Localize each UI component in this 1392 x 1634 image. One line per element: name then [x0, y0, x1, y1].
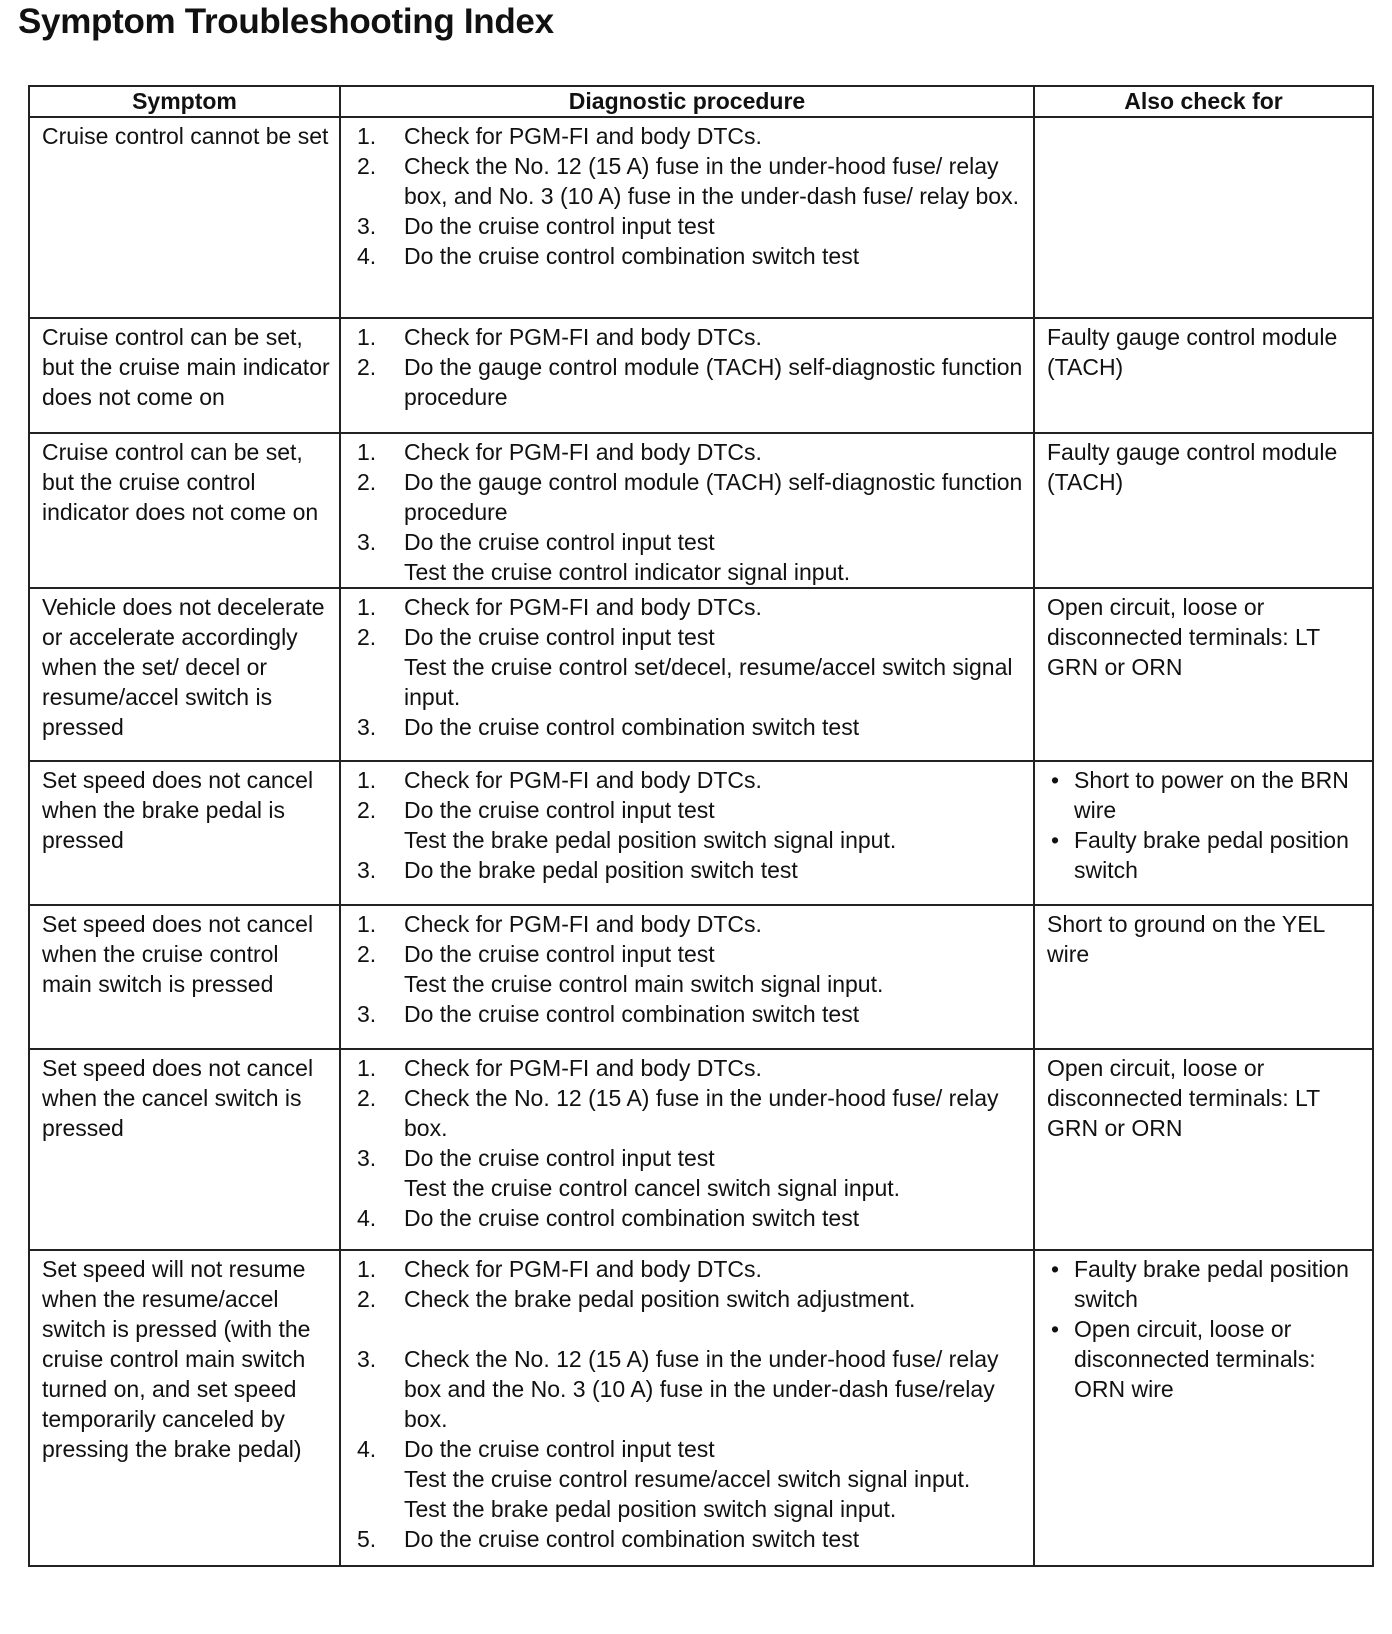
- procedure-step: [357, 1143, 1027, 1173]
- step-text: Check the No. 12 (15 A) fuse in the under-hood fuse/ relay box, and No. 3 (10 A) fuse in the under-dash fuse/ relay box.: [404, 153, 1019, 209]
- step-text: Do the cruise control input test: [404, 1436, 715, 1462]
- step-text: Do the cruise control combination switch test: [404, 1205, 860, 1231]
- procedure-step: [357, 939, 1027, 969]
- also-check-list: [1047, 1254, 1366, 1404]
- table-row: [29, 905, 1373, 1049]
- step-spacer: [357, 1314, 1027, 1344]
- bullet-icon: •: [1051, 1256, 1060, 1282]
- step-text: Do the cruise control combination switch test: [404, 1001, 860, 1027]
- also-check-item: [1047, 1254, 1366, 1314]
- symptom-cell: Cruise control cannot be set: [29, 117, 340, 318]
- step-subtext: Test the cruise control resume/accel switch signal input.: [404, 1466, 971, 1492]
- step-subtext: Test the cruise control main switch signal input.: [404, 971, 884, 997]
- procedure-step: [357, 437, 1027, 467]
- also-check-item: [1047, 825, 1366, 885]
- step-text: Do the gauge control module (TACH) self-diagnostic function procedure: [404, 354, 1023, 410]
- procedure-step: [357, 1344, 1027, 1434]
- symptom-cell: Set speed does not cancel when the cancel switch is pressed: [29, 1049, 340, 1250]
- procedure-step: [357, 1434, 1027, 1464]
- step-text: Check for PGM-FI and body DTCs.: [404, 123, 762, 149]
- table-row: [29, 433, 1373, 588]
- symptom-cell: Set speed will not resume when the resume/accel switch is pressed (with the cruise control main switch turned on, and set speed temporarily canceled by pressing the brake pedal): [29, 1250, 340, 1566]
- procedure-step: [357, 1083, 1027, 1143]
- procedure-step: [357, 1203, 1027, 1233]
- procedure-cell: [340, 318, 1034, 433]
- also-check-text: Faulty brake pedal position switch: [1074, 1256, 1349, 1312]
- step-number: 2.: [357, 1286, 377, 1312]
- step-number: 4.: [357, 243, 377, 269]
- procedure-step: [357, 1053, 1027, 1083]
- procedure-step: [357, 712, 1027, 742]
- bullet-icon: •: [1051, 1316, 1060, 1342]
- step-number: 1.: [357, 324, 377, 350]
- also-check-text: Faulty brake pedal position switch: [1074, 827, 1349, 883]
- also-check-text: Short to power on the BRN wire: [1074, 767, 1349, 823]
- step-number: 3.: [357, 1145, 377, 1171]
- step-text: Check for PGM-FI and body DTCs.: [404, 1055, 762, 1081]
- procedure-step: [357, 467, 1027, 527]
- also-check-list: [1047, 765, 1366, 885]
- procedure-step: [357, 765, 1027, 795]
- step-text: Check for PGM-FI and body DTCs.: [404, 439, 762, 465]
- step-text: Do the cruise control input test: [404, 797, 715, 823]
- procedure-step: [357, 1284, 1027, 1314]
- step-text: Do the cruise control input test: [404, 941, 715, 967]
- step-number: 1.: [357, 911, 377, 937]
- step-number: 3.: [357, 857, 377, 883]
- bullet-icon: •: [1051, 827, 1060, 853]
- symptom-cell: Set speed does not cancel when the brake pedal is pressed: [29, 761, 340, 905]
- step-number: 3.: [357, 213, 377, 239]
- symptom-cell: Set speed does not cancel when the cruise control main switch is pressed: [29, 905, 340, 1049]
- also-check-cell: Short to ground on the YEL wire: [1034, 905, 1373, 1049]
- step-number: 4.: [357, 1436, 377, 1462]
- procedure-step: [357, 527, 1027, 557]
- step-text: Do the cruise control combination switch test: [404, 243, 860, 269]
- procedure-step: [357, 211, 1027, 241]
- step-text: Do the gauge control module (TACH) self-diagnostic function procedure: [404, 469, 1023, 525]
- procedure-step: [357, 322, 1027, 352]
- also-check-cell: [1034, 761, 1373, 905]
- step-text: Do the cruise control combination switch test: [404, 1526, 860, 1552]
- procedure-step: [357, 151, 1027, 211]
- procedure-cell: [340, 761, 1034, 905]
- step-number: 2.: [357, 624, 377, 650]
- page-title: Symptom Troubleshooting Index: [18, 2, 554, 41]
- procedure-step: [357, 999, 1027, 1029]
- step-text: Do the cruise control input test: [404, 213, 715, 239]
- procedure-cell: [340, 433, 1034, 588]
- step-subtext: Test the cruise control cancel switch signal input.: [404, 1175, 901, 1201]
- procedure-step: [357, 909, 1027, 939]
- step-number: 3.: [357, 1346, 377, 1372]
- procedure-step: [357, 592, 1027, 622]
- also-header: Also check for: [1034, 86, 1373, 117]
- step-text: Do the cruise control input test: [404, 1145, 715, 1171]
- step-number: 3.: [357, 529, 377, 555]
- symptom-cell: Cruise control can be set, but the cruise main indicator does not come on: [29, 318, 340, 433]
- also-check-text: Open circuit, loose or disconnected terminals: ORN wire: [1074, 1316, 1316, 1402]
- table-row: [29, 588, 1373, 761]
- step-text: Check for PGM-FI and body DTCs.: [404, 594, 762, 620]
- header-row: [29, 86, 1373, 117]
- symptom-header: Symptom: [29, 86, 340, 117]
- step-number: 1.: [357, 123, 377, 149]
- table-row: [29, 1250, 1373, 1566]
- step-number: 2.: [357, 469, 377, 495]
- also-check-item: [1047, 765, 1366, 825]
- step-number: 5.: [357, 1526, 377, 1552]
- symptom-cell: Cruise control can be set, but the cruise control indicator does not come on: [29, 433, 340, 588]
- troubleshooting-table: [28, 85, 1374, 1567]
- procedure-step: [357, 1524, 1027, 1554]
- bullet-icon: •: [1051, 767, 1060, 793]
- procedure-step: [357, 855, 1027, 885]
- also-check-item: [1047, 1314, 1366, 1404]
- procedure-step: [357, 795, 1027, 825]
- procedure-cell: [340, 1250, 1034, 1566]
- step-text: Check the No. 12 (15 A) fuse in the under-hood fuse/ relay box and the No. 3 (10 A) fuse in the under-dash fuse/relay box.: [404, 1346, 999, 1432]
- step-text: Do the brake pedal position switch test: [404, 857, 798, 883]
- procedure-header: Diagnostic procedure: [340, 86, 1034, 117]
- step-number: 2.: [357, 797, 377, 823]
- step-subtext: Test the cruise control set/decel, resume/accel switch signal input.: [404, 654, 1013, 710]
- step-number: 1.: [357, 594, 377, 620]
- step-number: 1.: [357, 1256, 377, 1282]
- step-text: Do the cruise control combination switch test: [404, 714, 860, 740]
- step-text: Do the cruise control input test: [404, 529, 715, 555]
- symptom-cell: Vehicle does not decelerate or accelerate accordingly when the set/ decel or resume/accel switch is pressed: [29, 588, 340, 761]
- table-row: [29, 1049, 1373, 1250]
- procedure-step: [357, 1254, 1027, 1284]
- procedure-step: [357, 121, 1027, 151]
- procedure-cell: [340, 117, 1034, 318]
- procedure-cell: [340, 1049, 1034, 1250]
- procedure-cell: [340, 905, 1034, 1049]
- step-number: 2.: [357, 153, 377, 179]
- table-row: [29, 761, 1373, 905]
- step-number: 4.: [357, 1205, 377, 1231]
- step-subtext: Test the brake pedal position switch signal input.: [404, 827, 897, 853]
- table-row: [29, 318, 1373, 433]
- step-number: 1.: [357, 439, 377, 465]
- step-number: 1.: [357, 767, 377, 793]
- step-text: Do the cruise control input test: [404, 624, 715, 650]
- step-text: Check for PGM-FI and body DTCs.: [404, 1256, 762, 1282]
- procedure-step: [357, 241, 1027, 271]
- step-number: 2.: [357, 1085, 377, 1111]
- step-number: 2.: [357, 941, 377, 967]
- also-check-cell: Faulty gauge control module (TACH): [1034, 433, 1373, 588]
- step-subtext: Test the brake pedal position switch signal input.: [404, 1496, 897, 1522]
- step-text: Check for PGM-FI and body DTCs.: [404, 911, 762, 937]
- step-text: Check for PGM-FI and body DTCs.: [404, 324, 762, 350]
- procedure-step: [357, 622, 1027, 652]
- step-text: Check the No. 12 (15 A) fuse in the under-hood fuse/ relay box.: [404, 1085, 999, 1141]
- step-number: 2.: [357, 354, 377, 380]
- step-number: 3.: [357, 714, 377, 740]
- also-check-cell: Open circuit, loose or disconnected terminals: LT GRN or ORN: [1034, 588, 1373, 761]
- also-check-cell: Open circuit, loose or disconnected terminals: LT GRN or ORN: [1034, 1049, 1373, 1250]
- table-body: [29, 117, 1373, 1566]
- step-text: Check the brake pedal position switch adjustment.: [404, 1286, 916, 1312]
- also-check-cell: Faulty gauge control module (TACH): [1034, 318, 1373, 433]
- also-check-cell: [1034, 117, 1373, 318]
- table-row: [29, 117, 1373, 318]
- step-subtext: Test the cruise control indicator signal input.: [404, 559, 851, 585]
- step-number: 1.: [357, 1055, 377, 1081]
- step-text: Check for PGM-FI and body DTCs.: [404, 767, 762, 793]
- procedure-cell: [340, 588, 1034, 761]
- also-check-cell: [1034, 1250, 1373, 1566]
- procedure-step: [357, 352, 1027, 412]
- step-number: 3.: [357, 1001, 377, 1027]
